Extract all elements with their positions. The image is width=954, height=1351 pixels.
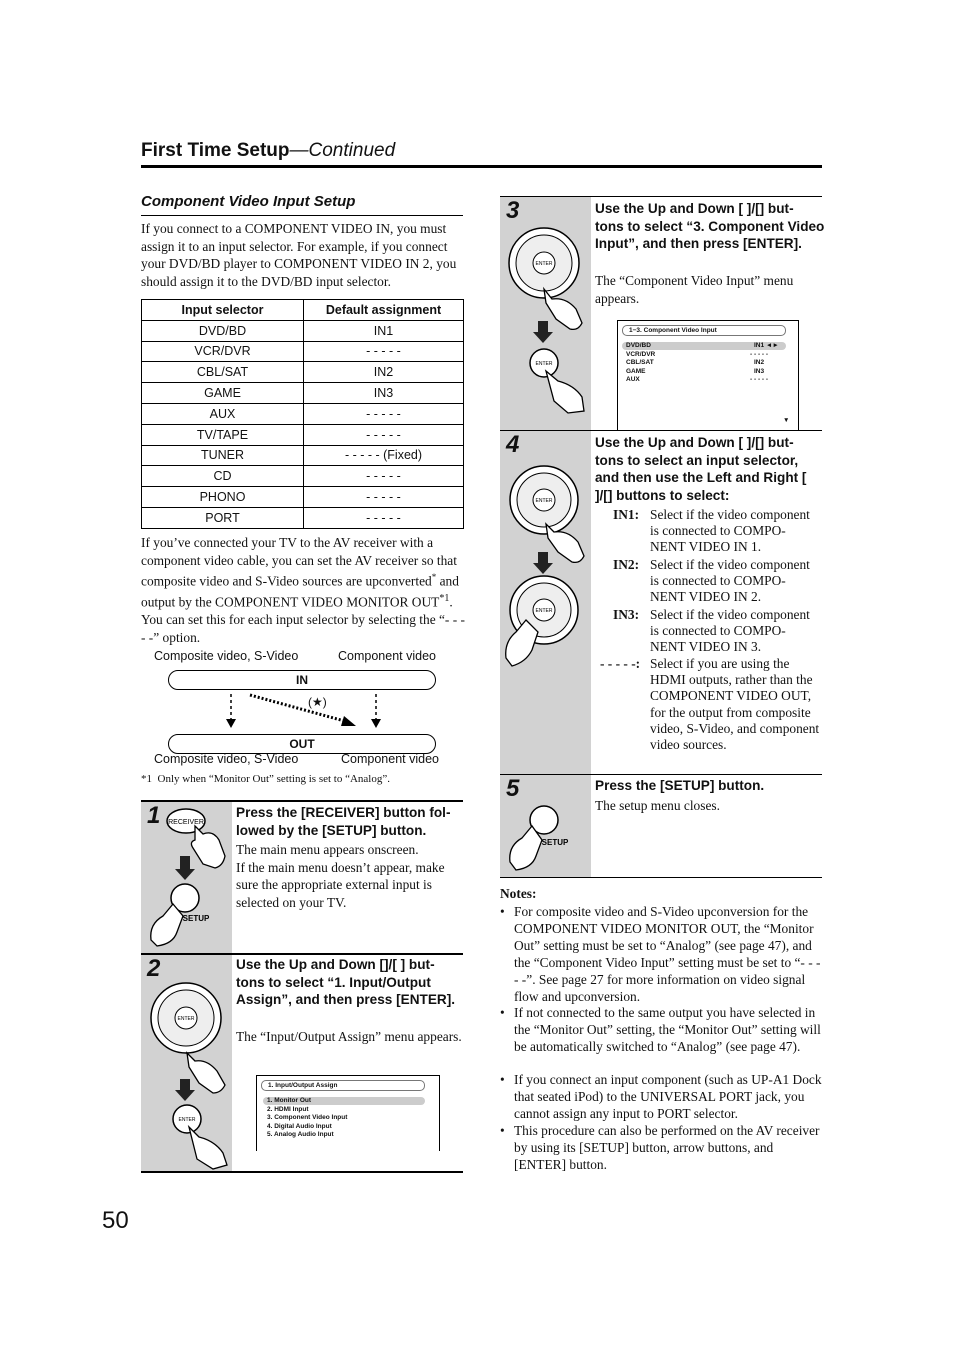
hand-icon bbox=[510, 826, 542, 870]
step-5-bottom-rule bbox=[500, 877, 822, 878]
table-row bbox=[142, 341, 464, 362]
default-assignment-cell: IN3 bbox=[304, 383, 464, 404]
down-arrow-icon bbox=[533, 563, 553, 574]
step-2-bottom-rule bbox=[141, 1171, 463, 1173]
step-3-body: The “Component Video Input” menu appears. bbox=[595, 273, 794, 306]
footnote-text: Only when “Monitor Out” setting is set to “Analog”. bbox=[157, 773, 390, 785]
input-selector-cell: GAME bbox=[142, 383, 304, 404]
note-item bbox=[500, 1123, 822, 1174]
option-text: Select if the video component is connected to COMPO- NENT VIDEO IN 2. bbox=[650, 557, 810, 605]
menu-item-digital-audio-input: 4. Digital Audio Input bbox=[267, 1122, 332, 1130]
menu-row-label: CBL/SAT bbox=[626, 359, 654, 366]
menu-item-analog-audio-input: 5. Analog Audio Input bbox=[267, 1131, 334, 1138]
down-arrow-icon bbox=[175, 1090, 195, 1101]
enter-button-text: ENTER bbox=[535, 261, 553, 267]
input-selector-cell: CBL/SAT bbox=[142, 362, 304, 383]
screen-title: 1. Input/Output Assign bbox=[261, 1080, 425, 1091]
footnote-mark: *1 bbox=[141, 773, 152, 785]
hand-icon bbox=[191, 826, 225, 868]
header-rule bbox=[141, 165, 822, 168]
step-4-illustration bbox=[502, 462, 590, 672]
step-2-number: 2 bbox=[147, 955, 161, 982]
step-5-number: 5 bbox=[506, 775, 520, 802]
note-item bbox=[500, 1005, 822, 1056]
step-1-illustration bbox=[143, 804, 231, 952]
menu-row-value: IN2 bbox=[754, 359, 765, 366]
table-row bbox=[142, 403, 464, 424]
option-text: Select if you are using the HDMI outputs, rather than the COMPONENT VIDEO OUT, for the output from composite video, S-Video, and component video sources. bbox=[650, 656, 820, 753]
upconversion-paragraph bbox=[141, 534, 466, 647]
scroll-down-icon: ▼ bbox=[783, 417, 790, 424]
table-header-row bbox=[142, 300, 464, 321]
mid-text-1: If you’ve connected your TV to the AV receiver with a component video cable, you can set the AV receiver so that composite video and S-Video sources are upconverted bbox=[141, 535, 457, 589]
option-key: IN2: bbox=[613, 557, 640, 572]
step-1-body: The main menu appears onscreen. If the main menu doesn’t appear, make sure the appropriate external input is selected on your TV. bbox=[236, 842, 445, 910]
hand-icon bbox=[187, 1053, 225, 1093]
table-header-cell: Default assignment bbox=[304, 300, 464, 321]
diagram-label-component-bottom: Component video bbox=[341, 752, 439, 766]
step-2-body: The “Input/Output Assign” menu appears. bbox=[236, 1029, 462, 1044]
footnote-ref: *1 bbox=[439, 593, 450, 605]
notes-title: Notes: bbox=[500, 886, 537, 901]
screen-title: 1−3. Component Video Input bbox=[622, 325, 786, 336]
default-assignment-cell: - - - - - bbox=[304, 466, 464, 487]
step-4-number: 4 bbox=[506, 431, 520, 458]
step-1-heading: Press the [RECEIVER] button fol- lowed by the [SETUP] button. bbox=[236, 805, 451, 838]
step-5-illustration bbox=[502, 800, 590, 876]
menu-item-component-video-input: 3. Component Video Input bbox=[267, 1114, 348, 1121]
hand-icon bbox=[546, 524, 584, 562]
enter-button-text: ENTER bbox=[177, 1016, 195, 1022]
option-in1 bbox=[600, 507, 822, 557]
table-row bbox=[142, 362, 464, 383]
note-text: For composite video and S-Video upconversion for the COMPONENT VIDEO MONITOR OUT, the “Monitor Out” setting must be set to “Analog” (see page 47), and the “Component Video Input” setting must be set to “- - - - -”. See page 27 for more information on video signal flow and upconversion. bbox=[514, 904, 821, 1004]
down-arrow-icon bbox=[533, 332, 553, 343]
option-in2 bbox=[600, 557, 822, 607]
default-assignment-cell: - - - - - bbox=[304, 341, 464, 362]
option-key: IN1: bbox=[613, 507, 640, 522]
default-assignment-cell: IN1 bbox=[304, 320, 464, 341]
input-selector-cell: TV/TAPE bbox=[142, 424, 304, 445]
note-item bbox=[500, 1072, 822, 1123]
note-text: If you connect an input component (such as UP-A1 Dock that seated iPod) to the UNIVERSAL PORT jack, you cannot assign any input to PORT selector. bbox=[514, 1072, 822, 1121]
table-row bbox=[142, 445, 464, 466]
enter-button-text: ENTER bbox=[535, 361, 553, 367]
menu-item-hdmi-input: 2. HDMI Input bbox=[267, 1105, 309, 1113]
diagram-out-bar: OUT bbox=[168, 734, 436, 754]
setup-button-text: SETUP bbox=[182, 914, 210, 923]
table-row bbox=[142, 424, 464, 445]
table-row bbox=[142, 487, 464, 508]
input-selector-cell: PORT bbox=[142, 507, 304, 528]
note-item bbox=[500, 904, 822, 1005]
menu-row-label: VCR/DVR bbox=[626, 350, 656, 358]
menu-row-value: - - - - - bbox=[750, 350, 769, 358]
input-output-assign-screen bbox=[256, 1075, 440, 1151]
option-in3 bbox=[600, 607, 822, 657]
table-header-cell: Input selector bbox=[142, 300, 304, 321]
bullet: • bbox=[500, 904, 505, 919]
star-mark: * bbox=[431, 572, 437, 583]
receiver-button-text: RECEIVER bbox=[168, 819, 204, 826]
note-text: If not connected to the same output you have selected in the “Monitor Out” setting, the “Monitor Out” setting will be automatically switched to “Analog” (see page 47). bbox=[514, 1005, 821, 1054]
diagram-label-composite-bottom: Composite video, S-Video bbox=[154, 752, 299, 766]
component-video-input-screen bbox=[617, 320, 799, 430]
enter-button-text: ENTER bbox=[178, 1117, 196, 1123]
step-3-number: 3 bbox=[506, 197, 520, 224]
diagram-in-bar: IN bbox=[168, 670, 436, 690]
bullet: • bbox=[500, 1123, 505, 1138]
default-assignment-cell: - - - - - (Fixed) bbox=[304, 445, 464, 466]
input-selector-cell: VCR/DVR bbox=[142, 341, 304, 362]
menu-row-value: - - - - - bbox=[750, 376, 769, 383]
bullet: • bbox=[500, 1005, 505, 1020]
option-text: Select if the video component is connected to COMPO- NENT VIDEO IN 1. bbox=[650, 507, 810, 555]
mid-text-3: . You can set this for each input selector by selecting the “- - - - -” option. bbox=[141, 594, 466, 645]
default-assignment-cell: - - - - - bbox=[304, 403, 464, 424]
step-1-number: 1 bbox=[147, 802, 161, 829]
step-2-heading: Use the Up and Down []/[ ] but- tons to select “1. Input/Output Assign”, and then press [ENTER]. bbox=[236, 957, 456, 1008]
section-rule bbox=[141, 215, 463, 216]
input-selector-cell: TUNER bbox=[142, 445, 304, 466]
table-row bbox=[142, 320, 464, 341]
step-5-heading: Press the [SETUP] button. bbox=[595, 778, 765, 793]
note-text: This procedure can also be performed on the AV receiver by using its [SETUP] button, arrow buttons, and [ENTER] button. bbox=[514, 1123, 820, 1172]
hand-icon bbox=[546, 371, 584, 413]
diagram-star-label: (★) bbox=[308, 695, 327, 709]
diagram-arrows bbox=[168, 690, 438, 734]
table-row bbox=[142, 383, 464, 404]
setup-button-text: SETUP bbox=[541, 838, 569, 847]
enter-button-text: ENTER bbox=[535, 608, 553, 614]
step-5-body: The setup menu closes. bbox=[595, 798, 720, 813]
default-assignment-cell: - - - - - bbox=[304, 424, 464, 445]
menu-row-value: IN1 ◄► bbox=[754, 342, 779, 349]
menu-item-monitor-out: 1. Monitor Out bbox=[267, 1097, 312, 1104]
mid-text-2: and output by the COMPONENT VIDEO MONITOR OUT bbox=[141, 573, 459, 610]
assignment-table bbox=[141, 299, 464, 529]
step-2-illustration bbox=[143, 975, 231, 1171]
footnote bbox=[141, 773, 390, 785]
option-key: - - - - -: bbox=[600, 656, 641, 671]
enter-button-text: ENTER bbox=[535, 498, 553, 504]
input-selector-cell: DVD/BD bbox=[142, 320, 304, 341]
header-continued-text: —Continued bbox=[289, 140, 396, 161]
menu-row-value: IN3 bbox=[754, 367, 765, 375]
default-assignment-cell: - - - - - bbox=[304, 487, 464, 508]
input-selector-cell: AUX bbox=[142, 403, 304, 424]
default-assignment-cell: IN2 bbox=[304, 362, 464, 383]
diagram-label-component-top: Component video bbox=[338, 649, 436, 663]
menu-row-label: GAME bbox=[626, 367, 646, 375]
option-key: IN3: bbox=[613, 607, 640, 622]
option-none bbox=[600, 656, 822, 771]
menu-row-label: AUX bbox=[626, 376, 640, 383]
default-assignment-cell: - - - - - bbox=[304, 507, 464, 528]
down-arrow-icon bbox=[175, 869, 195, 880]
input-selector-cell: PHONO bbox=[142, 487, 304, 508]
table-row bbox=[142, 466, 464, 487]
diagram-label-composite-top: Composite video, S-Video bbox=[154, 649, 299, 663]
menu-row-label: DVD/BD bbox=[626, 342, 651, 349]
hand-icon bbox=[506, 620, 538, 666]
option-text: Select if the video component is connected to COMPO- NENT VIDEO IN 3. bbox=[650, 607, 810, 655]
bullet: • bbox=[500, 1072, 505, 1087]
table-row bbox=[142, 507, 464, 528]
intro-paragraph: If you connect to a COMPONENT VIDEO IN, you must assign it to an input selector. For example, if you connect your DVD/BD player to COMPONENT VIDEO IN 2, you should assign it to the DVD/BD input selector. bbox=[141, 221, 457, 289]
page-header-title bbox=[141, 140, 395, 162]
page-number: 50 bbox=[102, 1207, 129, 1234]
input-selector-cell: CD bbox=[142, 466, 304, 487]
step-4-heading: Use the Up and Down [ ]/[] but- tons to select an input selector, and then use the Left and Right [ ]/[] buttons to select: bbox=[595, 435, 807, 503]
step-3-illustration bbox=[502, 225, 590, 430]
hand-icon bbox=[189, 1127, 227, 1169]
header-title-text: First Time Setup bbox=[141, 140, 290, 161]
step-3-heading: Use the Up and Down [ ]/[] but- tons to select “3. Component Video Input”, and then press [ENTER]. bbox=[595, 201, 825, 252]
section-title: Component Video Input Setup bbox=[141, 193, 356, 210]
hand-icon bbox=[151, 904, 183, 946]
